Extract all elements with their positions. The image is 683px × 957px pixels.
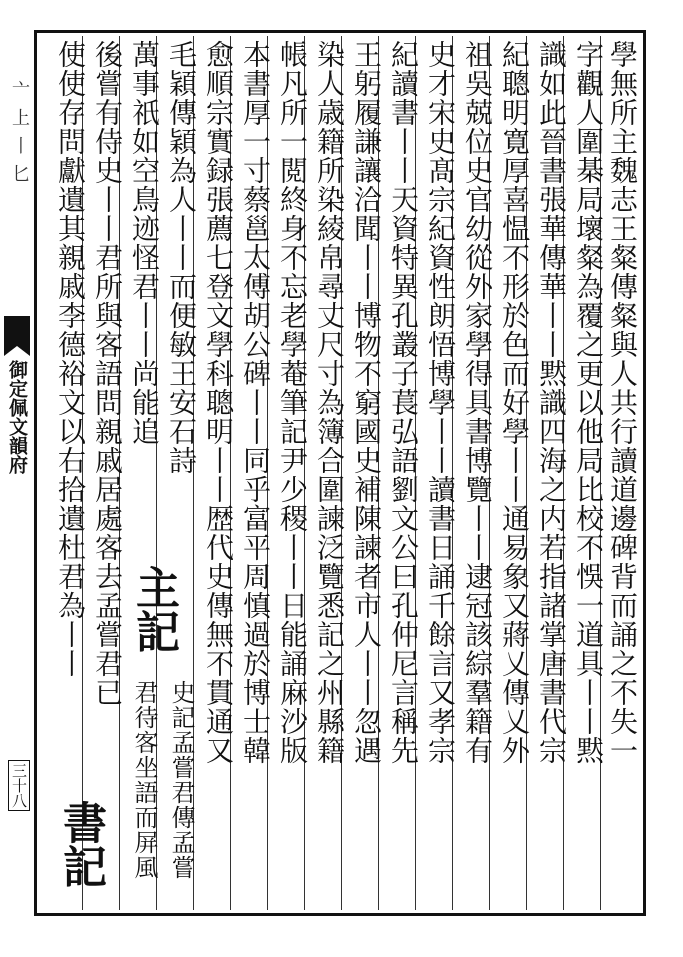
folio-number: 三十八 (8, 760, 30, 811)
text-column-13: 毛穎傳穎為人丨丨而便敏王安石詩 (165, 40, 198, 475)
heading-shu-ji: 書記 (55, 800, 106, 888)
text-column-14-tail: 君待客坐語而屏風 (130, 680, 158, 880)
text-column-11: 本書厚一寸蔡邕太傅胡公碑丨丨同乎富平周慎過於博士韓 (239, 40, 272, 765)
text-column-9: 染人歳籍所染綾帛尋丈尺寸為簿合圍諫泛覽悉記之州縣籍 (313, 40, 346, 765)
text-column-15: 後嘗有侍史丨丨君所與客語問親戚居處客去孟嘗君已 (91, 40, 124, 707)
text-column-7: 紀讀書丨丨天資特異孔叢子萇弘語劉文公曰孔仲尼言稱先 (387, 40, 420, 765)
text-column-8: 王躬履謙讓洽聞丨丨博物不窮國史補陳諫者市人丨丨忽遇 (350, 40, 383, 765)
heading-zhu-ji: 主記 (128, 565, 179, 653)
fishtail-mark (4, 316, 30, 346)
text-column-5: 祖吳兢位史官幼從外家學得具書博覽丨丨逮冠該綜羣籍有 (461, 40, 494, 765)
text-column-1: 學無所主魏志王粲傳粲與人共行讀道邊碑背而誦之不失一 (606, 40, 639, 765)
text-column-16: 使使存問獻遺其親戚李德裕文以右拾遺杜君為丨丨 (54, 40, 87, 678)
text-column-14: 萬事祇如空鳥迹怪君丨丨尚能追 (128, 40, 161, 446)
book-title: 御定佩文韻府 (6, 360, 28, 474)
text-column-4: 紀聰明寛厚喜愠不形於色而好學丨丨通易象又蔣乂傳乂外 (498, 40, 531, 765)
page-margin (0, 30, 34, 916)
text-column-3: 識如此晉書張華傳華丨丨黙識四海之内若指諸掌唐書代宗 (535, 40, 568, 765)
text-column-10: 帳凡所一閲終身不忘老學菴筆記尹少稷丨丨日能誦麻沙版 (276, 40, 309, 765)
text-column-13-tail: 史記孟嘗君傳孟嘗 (167, 680, 195, 880)
margin-marks: 亠上丨匕 (9, 80, 30, 192)
text-column-6: 史才宋史髙宗紀資性朗悟博學丨丨讀書日誦千餘言又孝宗 (424, 40, 457, 765)
text-column-12: 愈順宗實録張薦七登文學科聰明丨丨歴代史傳無不貫通又 (202, 40, 235, 765)
text-column-2: 字觀人圍棊局壞粲為覆之更以他局比校不悞一道具丨丨黙 (572, 40, 605, 765)
